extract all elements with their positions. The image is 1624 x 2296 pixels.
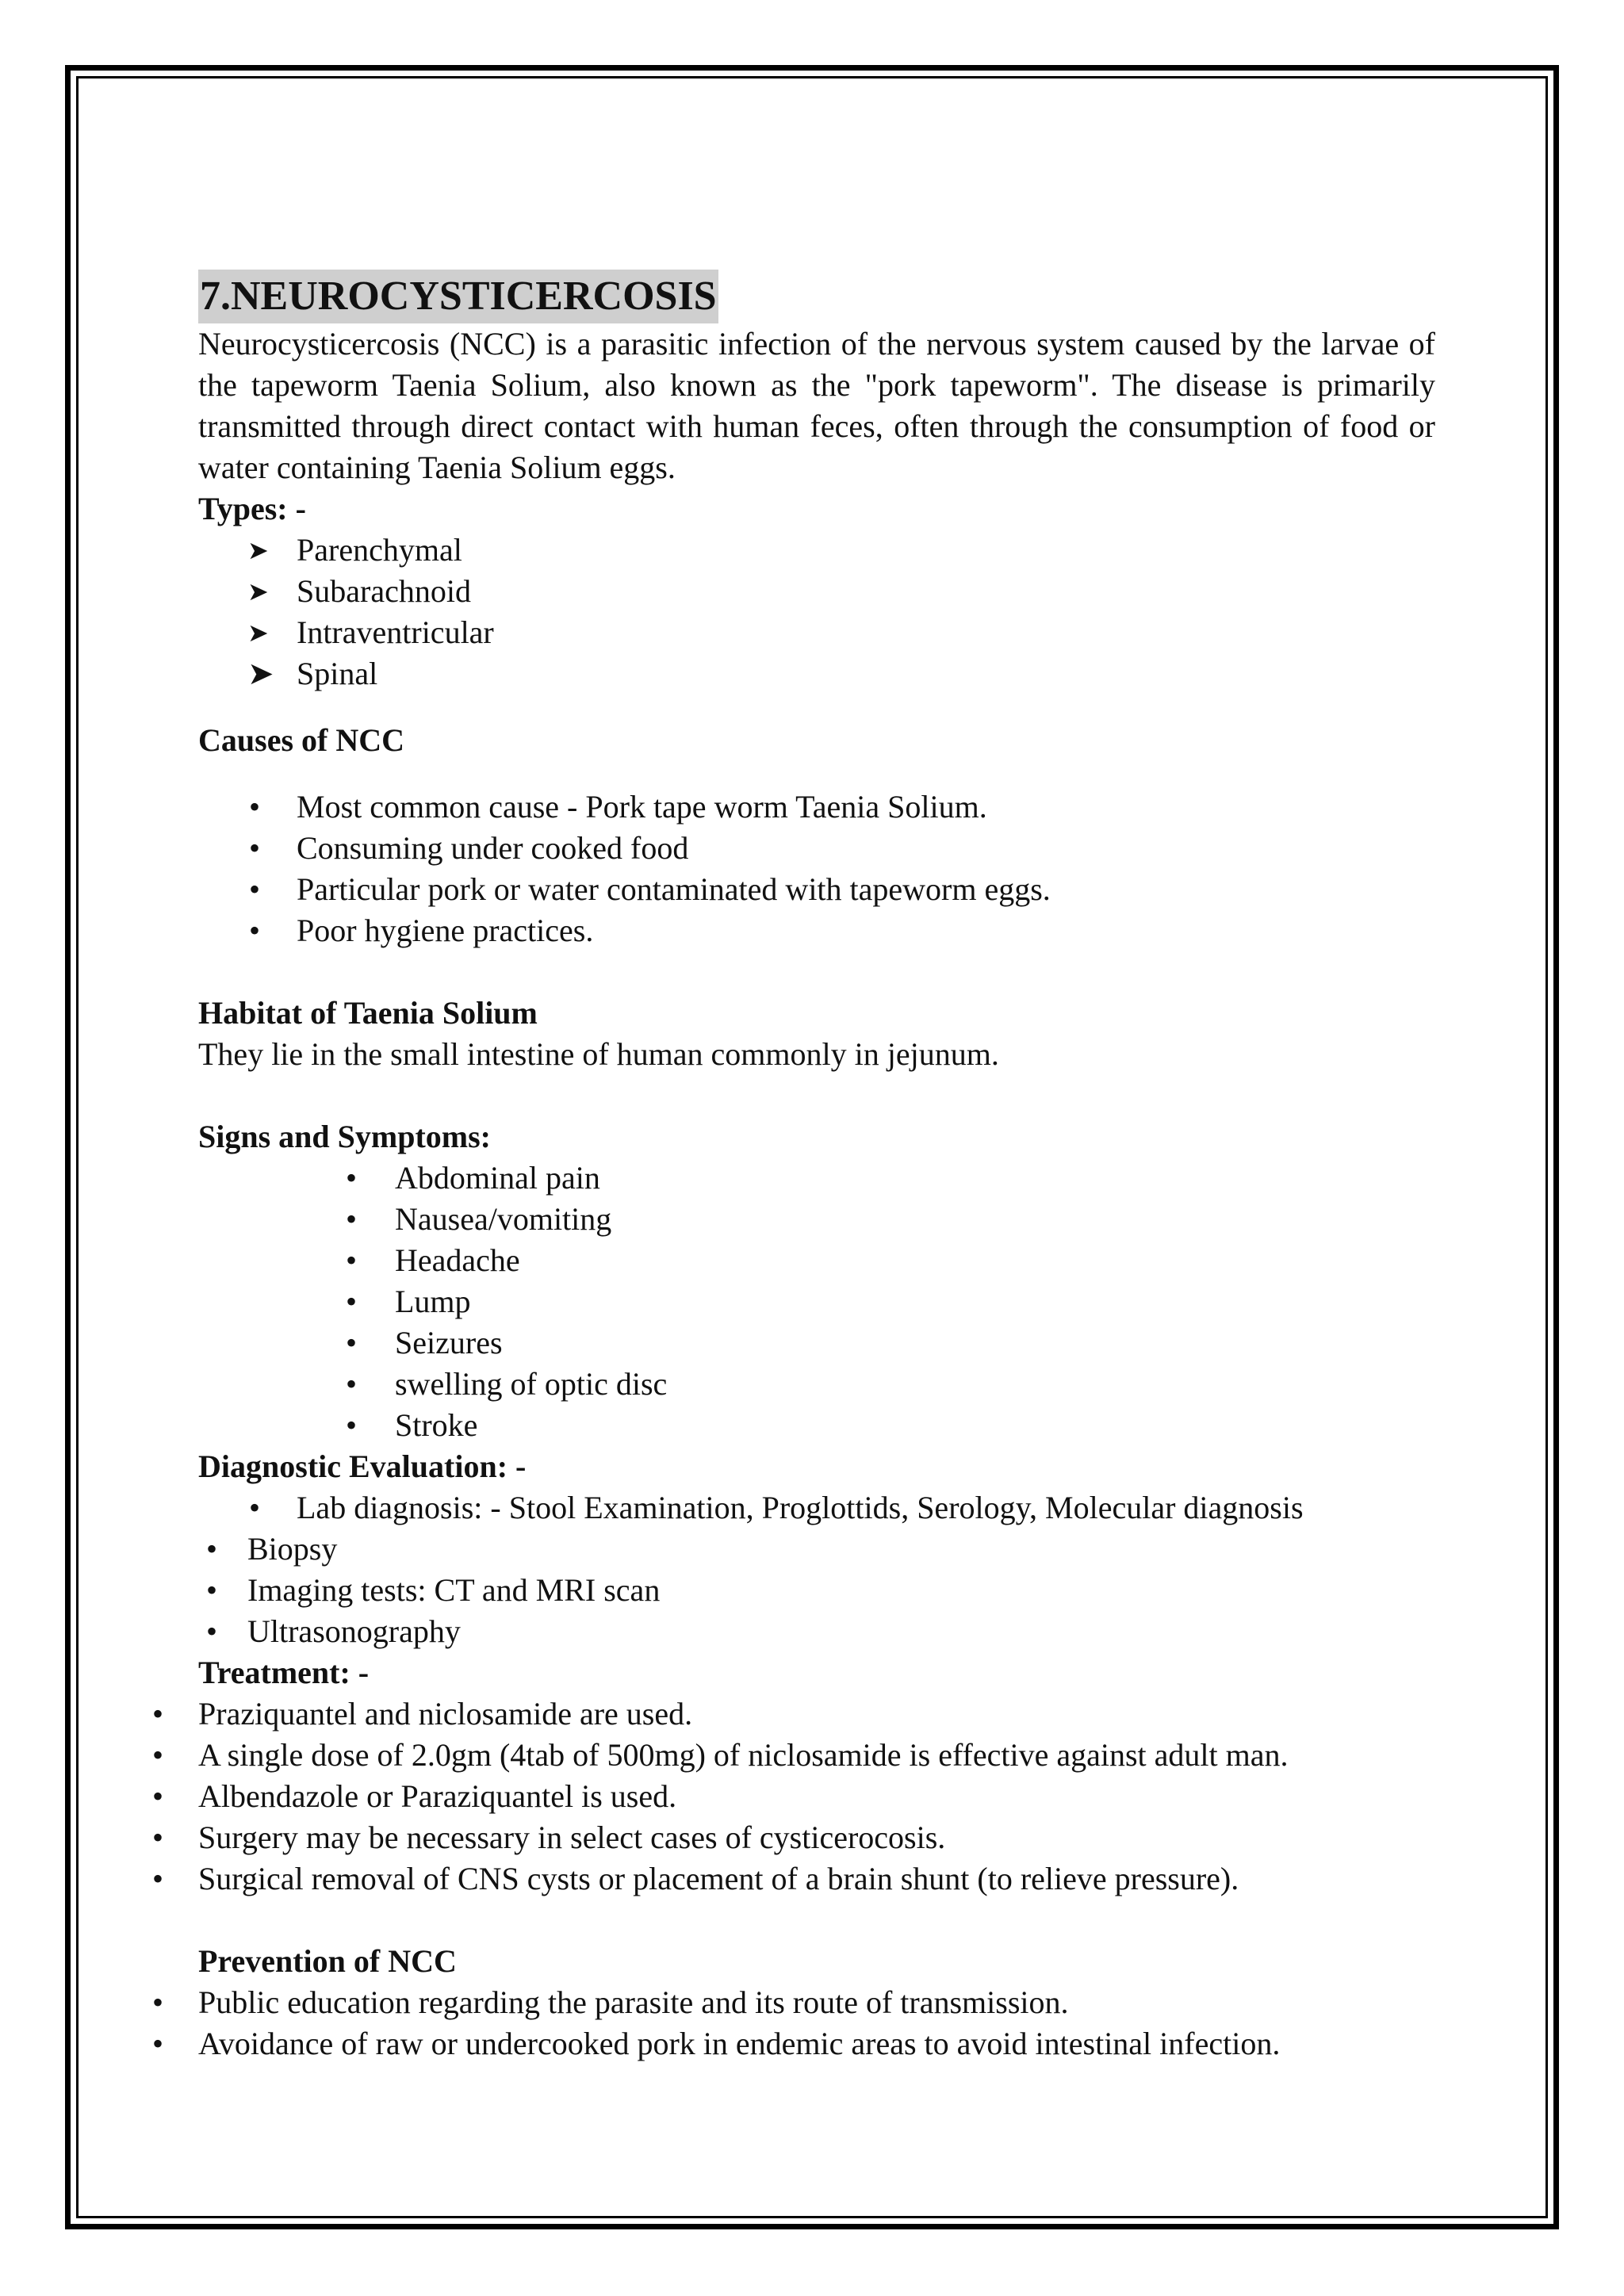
list-item: ➤ Intraventricular — [198, 612, 1435, 653]
list-item: • Biopsy — [198, 1529, 1435, 1570]
bullet-icon: • — [249, 1490, 261, 1525]
bullet-icon: • — [152, 1984, 164, 2020]
bullet-icon: • — [152, 1778, 164, 1814]
habitat-heading: Habitat of Taenia Solium — [198, 995, 538, 1031]
list-item: • Abdominal pain — [198, 1158, 1435, 1199]
list-item: • Public education regarding the parasite and its route of transmission. — [198, 1982, 1435, 2023]
bullet-icon: • — [346, 1325, 358, 1360]
habitat-text: They lie in the small intestine of human commonly in jejunum. — [198, 1036, 999, 1072]
list-item: • A single dose of 2.0gm (4tab of 500mg) of niclosamide is effective against adult man. — [198, 1735, 1435, 1776]
treatment-list — [152, 1693, 1435, 1900]
list-item: • Albendazole or Paraziquantel is used. — [198, 1776, 1435, 1817]
signs-heading: Signs and Symptoms: — [198, 1119, 492, 1154]
list-item: • Most common cause - Pork tape worm Taenia Solium. — [198, 786, 1435, 828]
bullet-icon: • — [346, 1242, 358, 1278]
bullet-icon: • — [346, 1284, 358, 1319]
bullet-icon: • — [152, 1737, 164, 1773]
diagnostic-lab-list — [198, 1487, 1435, 1529]
bullet-icon: • — [249, 913, 261, 948]
list-item: • Imaging tests: CT and MRI scan — [198, 1570, 1435, 1611]
bullet-icon: • — [249, 830, 261, 866]
list-item: ➤ Subarachnoid — [198, 571, 1435, 612]
arrowhead-bullet-icon: ➤ — [247, 618, 269, 648]
document-body — [152, 270, 1435, 2064]
list-item: • Lab diagnosis: - Stool Examination, Proglottids, Serology, Molecular diagnosis — [198, 1487, 1435, 1529]
diagnostic-list — [198, 1529, 1435, 1652]
prevention-heading: Prevention of NCC — [198, 1943, 457, 1979]
bullet-icon: • — [346, 1366, 358, 1402]
bullet-icon: • — [206, 1572, 218, 1608]
page-title: 7.NEUROCYSTICERCOSIS — [198, 270, 718, 323]
bullet-icon: • — [249, 871, 261, 907]
list-item: • Nausea/vomiting — [198, 1199, 1435, 1240]
list-item: • Avoidance of raw or undercooked pork in endemic areas to avoid intestinal infection. — [198, 2023, 1435, 2064]
list-item: • Consuming under cooked food — [198, 828, 1435, 869]
intro-paragraph: Neurocysticercosis (NCC) is a parasitic infection of the nervous system caused by the larvae of the tapeworm Taenia Solium, also known as the "pork tapeworm". The disease is primarily transmitted through direct contact with human feces, often through the consumption of food or water containing Taenia Solium eggs. — [198, 326, 1435, 485]
bullet-icon: • — [346, 1407, 358, 1443]
list-item: • Surgical removal of CNS cysts or placement of a brain shunt (to relieve pressure). — [198, 1858, 1435, 1900]
list-item: ➤ Parenchymal — [198, 530, 1435, 571]
bullet-icon: • — [346, 1201, 358, 1237]
types-heading: Types: - — [198, 491, 306, 526]
list-item: • Particular pork or water contaminated with tapeworm eggs. — [198, 869, 1435, 910]
bullet-icon: • — [152, 2026, 164, 2061]
bullet-icon: • — [152, 1820, 164, 1855]
causes-heading: Causes of NCC — [198, 722, 404, 758]
types-list — [198, 530, 1435, 695]
causes-list — [198, 786, 1435, 951]
arrowhead-bullet-icon: ➤ — [247, 535, 269, 565]
bullet-icon: • — [249, 789, 261, 825]
list-item: • Poor hygiene practices. — [198, 910, 1435, 951]
list-item: • Headache — [198, 1240, 1435, 1281]
arrowhead-bullet-icon: ➤ — [247, 656, 274, 692]
arrowhead-bullet-icon: ➤ — [247, 576, 269, 607]
bullet-icon: • — [152, 1861, 164, 1896]
list-item: • Seizures — [198, 1322, 1435, 1364]
list-item: • Surgery may be necessary in select cases of cysticerocosis. — [198, 1817, 1435, 1858]
list-item: • Praziquantel and niclosamide are used. — [198, 1693, 1435, 1735]
list-item: • Ultrasonography — [198, 1611, 1435, 1652]
list-item: • Stroke — [198, 1405, 1435, 1446]
bullet-icon: • — [152, 1696, 164, 1732]
treatment-heading: Treatment: - — [198, 1655, 370, 1690]
bullet-icon: • — [206, 1531, 218, 1567]
bullet-icon: • — [206, 1613, 218, 1649]
prevention-list — [152, 1982, 1435, 2064]
diagnostic-heading: Diagnostic Evaluation: - — [198, 1448, 527, 1484]
list-item: • Lump — [198, 1281, 1435, 1322]
list-item: • swelling of optic disc — [198, 1364, 1435, 1405]
bullet-icon: • — [346, 1160, 358, 1196]
list-item: ➤ Spinal — [198, 653, 1435, 695]
signs-list — [198, 1158, 1435, 1446]
